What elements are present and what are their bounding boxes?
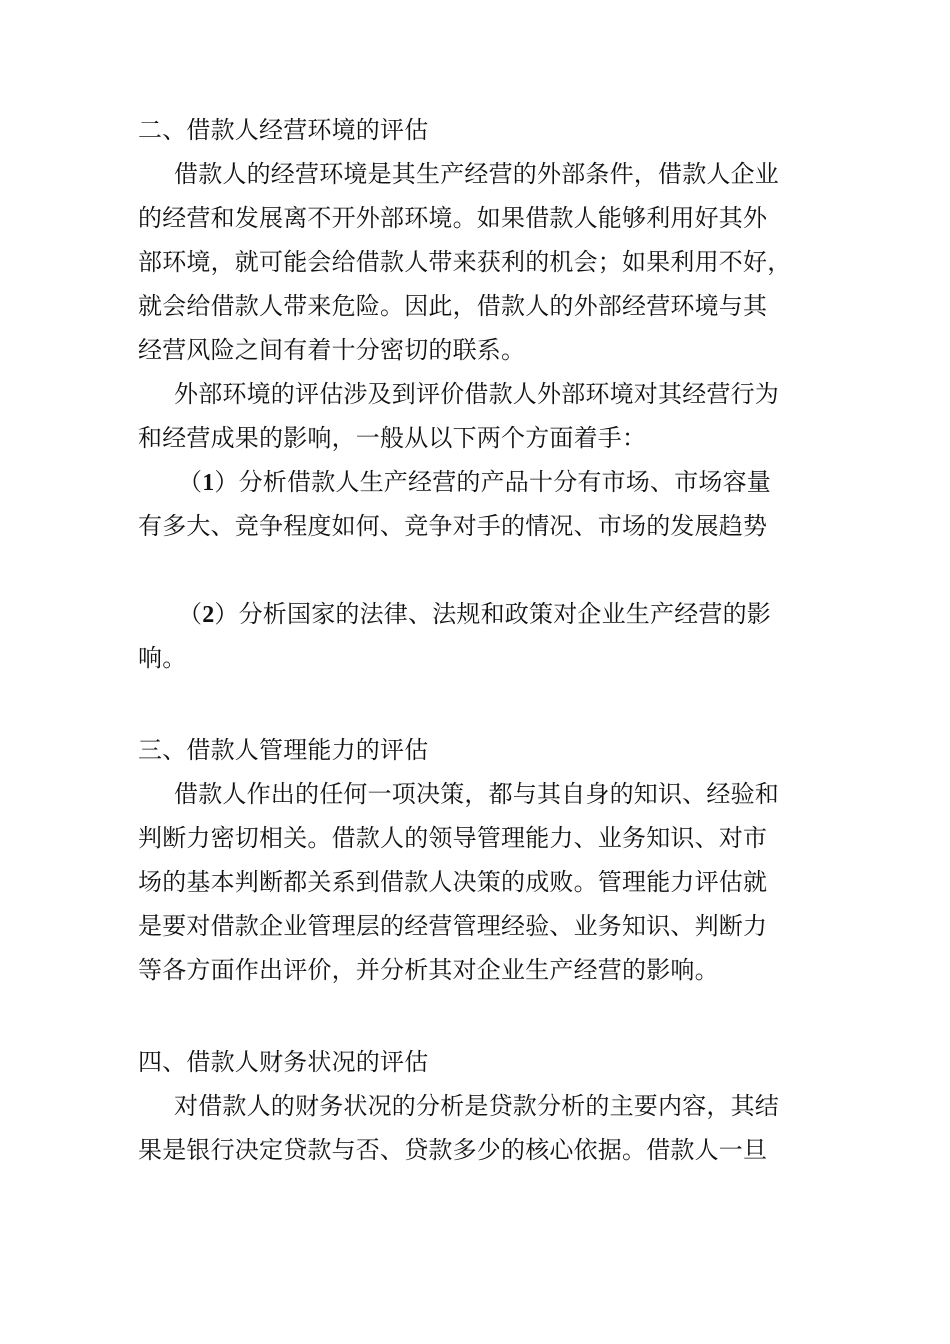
paragraph-line: 对借款人的财务状况的分析是贷款分析的主要内容，其结 <box>174 1092 779 1120</box>
document-page <box>138 108 818 1172</box>
paragraph-line: 等各方面作出评价，并分析其对企业生产经营的影响。 <box>138 956 719 984</box>
list-item-number: 1 <box>202 470 215 496</box>
paragraph-line: 果是银行决定贷款与否、贷款多少的核心依据。借款人一旦 <box>138 1136 768 1164</box>
paragraph-line: 部环境，就可能会给借款人带来获利的机会；如果利用不好， <box>138 248 792 276</box>
list-item-text: 分析借款人生产经营的产品十分有市场、市场容量 <box>238 468 772 496</box>
list-item-1 <box>138 460 818 504</box>
list-item-text: 分析国家的法律、法规和政策对企业生产经营的影 <box>238 600 772 628</box>
paragraph-line: 经营风险之间有着十分密切的联系。 <box>138 336 526 364</box>
list-item-2 <box>138 592 818 636</box>
paragraph-line: 外部环境的评估涉及到评价借款人外部环境对其经营行为 <box>174 380 779 408</box>
paragraph-line: 是要对借款企业管理层的经营管理经验、业务知识、判断力 <box>138 912 768 940</box>
list-item-close-paren: ） <box>214 468 239 496</box>
paragraph-line: 有多大、竞争程度如何、竞争对手的情况、市场的发展趋势 <box>138 512 768 540</box>
paragraph-line: 的经营和发展离不开外部环境。如果借款人能够利用好其外 <box>138 204 768 232</box>
section-heading-management: 三、借款人管理能力的评估 <box>138 736 429 764</box>
paragraph-line: 判断力密切相关。借款人的领导管理能力、业务知识、对市 <box>138 824 768 852</box>
section-heading-environment: 二、借款人经营环境的评估 <box>138 116 429 144</box>
list-item-number: 2 <box>202 602 215 628</box>
list-item-close-paren: ） <box>214 600 239 628</box>
paragraph-line: 响。 <box>138 644 187 672</box>
list-item-open-paren: （ <box>178 468 203 496</box>
section-heading-finance: 四、借款人财务状况的评估 <box>138 1048 429 1076</box>
paragraph-line: 借款人作出的任何一项决策，都与其自身的知识、经验和 <box>174 780 779 808</box>
paragraph-line: 和经营成果的影响，一般从以下两个方面着手： <box>138 424 647 452</box>
paragraph-line: 就会给借款人带来危险。因此，借款人的外部经营环境与其 <box>138 292 768 320</box>
list-item-open-paren: （ <box>178 600 203 628</box>
paragraph-line: 场的基本判断都关系到借款人决策的成败。管理能力评估就 <box>138 868 768 896</box>
paragraph-line: 借款人的经营环境是其生产经营的外部条件，借款人企业 <box>174 160 779 188</box>
